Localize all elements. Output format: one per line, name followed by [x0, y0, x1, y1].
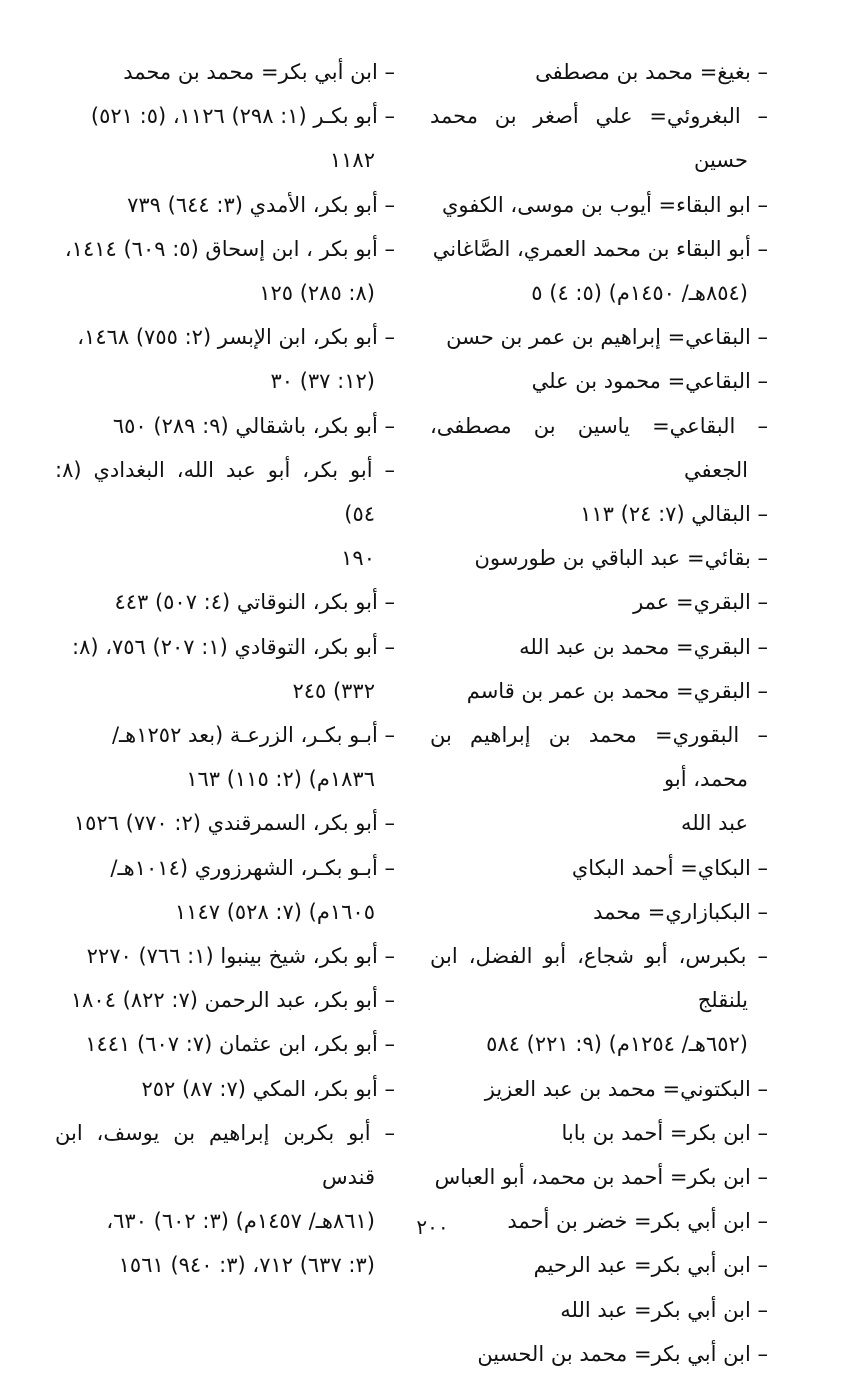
- entry-continuation: (٣: ٦٣٧) ٧١٢، (٣: ٩٤٠) ١٥٦١: [118, 1253, 375, 1278]
- index-entry: [55, 315, 395, 403]
- entry-continuation: (٨٥٤هـ/ ١٤٥٠م) (٥: ٤) ٥: [531, 281, 748, 306]
- entry-text: أبو بكر، أبو عبد الله، البغدادي (٨: ٥٤): [55, 457, 375, 527]
- index-entry: [55, 934, 395, 978]
- entry-text: أبو بكر، السمرقندي (٢: ٧٧٠) ١٥٢٦: [73, 811, 378, 836]
- entry-continuation: عبد الله: [680, 811, 748, 836]
- index-entry: [55, 978, 395, 1022]
- index-entry: [430, 183, 768, 227]
- entry-text: أبو بكربن إبراهيم بن يوسف، ابن قندس: [55, 1120, 375, 1190]
- entry-text: البقاعي= محمود بن علي: [531, 369, 751, 394]
- index-entry: [430, 934, 768, 1067]
- entry-text: ابن أبي بكر= عبد الرحيم: [533, 1253, 751, 1278]
- entry-text: أبو بكر، التوقادي (١: ٢٠٧) ٧٥٦، (٨:: [71, 634, 378, 659]
- index-entry: [430, 492, 768, 536]
- index-entry: [55, 1022, 395, 1066]
- entry-text: أبو بكر، ابن الإبسر (٢: ٧٥٥) ١٤٦٨،: [77, 325, 378, 350]
- page-number: ٢٠٠: [416, 1215, 449, 1239]
- index-entry: [55, 713, 395, 801]
- entry-text: أبو بكر، عبد الرحمن (٧: ٨٢٢) ١٨٠٤: [70, 988, 378, 1013]
- entry-text: ابن أبي بكر= خضر بن أحمد: [507, 1209, 751, 1234]
- index-entry: [430, 713, 768, 846]
- index-entry: [55, 1067, 395, 1111]
- index-entry: [430, 315, 768, 359]
- entry-text: البقري= عمر: [633, 590, 751, 615]
- index-entry: [430, 846, 768, 890]
- entry-continuation: (٨: ٢٨٥) ١٢٥: [259, 281, 375, 306]
- index-entry: [430, 1243, 768, 1287]
- index-entry: [430, 50, 768, 94]
- entry-text: ابو البقاء= أيوب بن موسى، الكفوي: [442, 192, 751, 217]
- entry-text: أبو بكـر (١: ٢٩٨) ١١٢٦، (٥: ٥٢١): [90, 104, 378, 129]
- index-entry: [430, 669, 768, 713]
- index-entry: [55, 448, 395, 581]
- entry-text: بكبرس، أبو شجاع، أبو الفضل، ابن يلنقلج: [430, 944, 748, 1013]
- entry-text: ابن أبي بكر= عبد الله: [560, 1297, 751, 1322]
- entry-text: البكاي= أحمد البكاي: [571, 855, 751, 880]
- index-entry: [55, 227, 395, 315]
- index-entry: [55, 404, 395, 448]
- entry-text: أبو بكر، باشقالي (٩: ٢٨٩) ٦٥٠: [112, 413, 378, 438]
- index-entry: [430, 227, 768, 315]
- index-entry: [55, 1111, 395, 1288]
- index-entry: [430, 359, 768, 403]
- entry-text: أبـو بكـر، الزرعـة (بعد ١٢٥٢هـ/: [111, 723, 378, 748]
- entry-continuation: (٨٦١هـ/ ١٤٥٧م) (٣: ٦٠٢) ٦٣٠،: [106, 1209, 375, 1234]
- entry-text: أبو بكر، شيخ بينبوا (١: ٧٦٦) ٢٢٧٠: [86, 944, 378, 969]
- entry-text: أبو بكر، النوقاتي (٤: ٥٠٧) ٤٤٣: [114, 590, 378, 615]
- entry-text: البكتوني= محمد بن عبد العزيز: [484, 1076, 751, 1101]
- entry-text: أبو بكر، المكي (٧: ٨٧) ٢٥٢: [141, 1076, 378, 1101]
- index-column-left: [55, 50, 395, 1288]
- index-entry: [430, 1111, 768, 1155]
- index-entry: [55, 94, 395, 182]
- entry-text: البغروئي= علي أصغر بن محمد حسين: [430, 104, 748, 173]
- entry-text: أبو بكر ، ابن إسحاق (٥: ٦٠٩) ١٤١٤،: [64, 236, 378, 261]
- entry-text: ابن بكر= أحمد بن بابا: [561, 1120, 751, 1145]
- entry-text: البقاعي= ياسين بن مصطفى، الجعفي: [430, 413, 748, 482]
- index-entry: [55, 50, 395, 94]
- index-entry: [55, 846, 395, 934]
- index-entry: [430, 890, 768, 934]
- index-entry: [430, 404, 768, 492]
- index-entry: [430, 536, 768, 580]
- index-entry: [430, 580, 768, 624]
- index-entry: [55, 801, 395, 845]
- entry-text: ابن أبي بكر= محمد بن الحسين: [477, 1341, 751, 1366]
- entry-text: أبو البقاء بن محمد العمري، الصَّاغاني: [432, 236, 751, 261]
- entry-text: أبو بكر، ابن عثمان (٧: ٦٠٧) ١٤٤١: [85, 1032, 378, 1057]
- index-entry: [430, 1288, 768, 1332]
- index-entry: [55, 625, 395, 713]
- entry-text: البقالي (٧: ٢٤) ١١٣: [580, 502, 751, 527]
- entry-text: بغيغ= محمد بن مصطفى: [535, 60, 751, 84]
- entry-text: البكبازاري= محمد: [593, 899, 751, 924]
- entry-text: أبو بكر، الأمدي (٣: ٦٤٤) ٧٣٩: [127, 192, 378, 217]
- entry-continuation: ١٩٠: [341, 546, 375, 571]
- entry-text: البقاعي= إبراهيم بن عمر بن حسن: [446, 325, 751, 350]
- entry-continuation: ١٦٠٥م) (٧: ٥٢٨) ١١٤٧: [174, 899, 375, 924]
- entry-text: ابن بكر= أحمد بن محمد، أبو العباس: [434, 1165, 751, 1190]
- entry-continuation: ٣٣٢) ٢٤٥: [292, 678, 375, 703]
- entry-text: البقوري= محمد بن إبراهيم بن محمد، أبو: [430, 723, 748, 792]
- entry-text: بقائي= عبد الباقي بن طورسون: [474, 546, 751, 571]
- index-entry: [430, 94, 768, 182]
- entry-continuation: (٦٥٢هـ/ ١٢٥٤م) (٩: ٢٢١) ٥٨٤: [486, 1032, 748, 1057]
- entry-continuation: (١٢: ٣٧) ٣٠: [270, 369, 375, 394]
- entry-continuation: ١١٨٢: [329, 148, 375, 173]
- entry-continuation: ١٨٣٦م) (٢: ١١٥) ١٦٣: [186, 767, 375, 792]
- index-entry: [430, 1067, 768, 1111]
- entry-text: البقري= محمد بن عبد الله: [519, 634, 751, 659]
- index-entry: [430, 1332, 768, 1376]
- index-entry: [55, 183, 395, 227]
- index-entry: [55, 580, 395, 624]
- index-column-right: [430, 50, 768, 1376]
- entry-text: ابن أبي بكر= محمد بن محمد: [123, 60, 378, 84]
- entry-text: أبـو بكـر، الشهرزوري (١٠١٤هـ/: [110, 855, 378, 880]
- index-entry: [430, 625, 768, 669]
- index-entry: [430, 1155, 768, 1199]
- entry-text: البقري= محمد بن عمر بن قاسم: [466, 678, 751, 703]
